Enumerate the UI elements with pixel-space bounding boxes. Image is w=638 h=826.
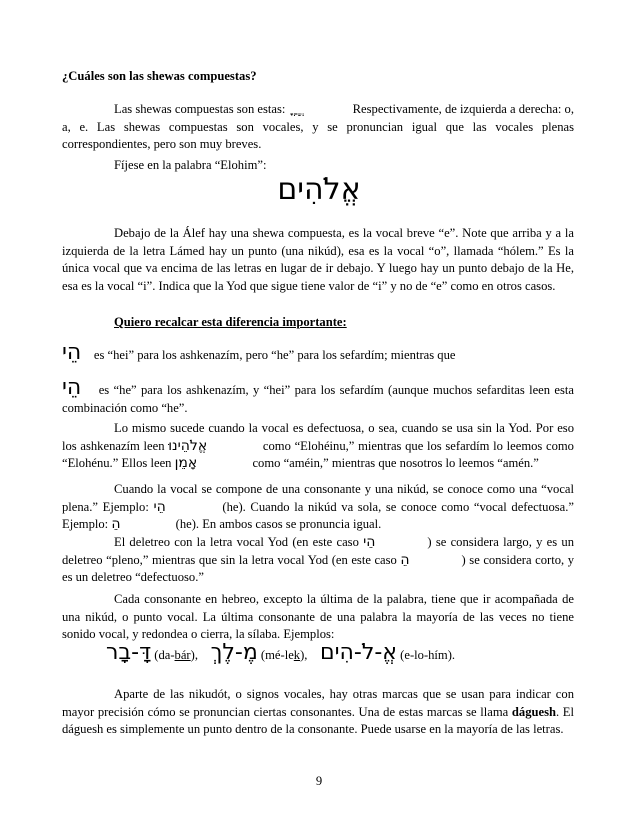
paragraph-text: Cada consonante en hebreo, excepto la última de la palabra, tiene que ir acompañada de una nikúd, o punto vocal. La última consonante de una palabra la mayoría de las veces no tiene sonido vocal, y redondea o cierra, la sílaba. Ejemplos: — [62, 592, 574, 641]
hebrew-shewa-marks: ֱ ֲ ֳ — [288, 101, 298, 117]
hebrew-hei: הֵי — [62, 375, 82, 400]
paragraph-text: como “Elohéinu,” mientras que los sefardím lo leemos como “Elohénu.” Ellos leen — [62, 438, 574, 470]
paragraph-text: Las shewas compuestas son estas: — [114, 102, 289, 116]
paragraph-text: Respectivamente, de izquierda a derecha: o, a, e. Las shewas compuestas son vocales, y se pronuncian igual que las vocales plenas correspondientes, pero son muy breves. — [62, 102, 575, 151]
elohim-word — [0, 172, 638, 208]
example-2-translit: (mé-lek), — [260, 648, 308, 662]
hebrew-amen: אָמֵן — [174, 455, 198, 471]
paragraph-text: como “améin,” mientras que nosotros lo leemos “amén.” — [249, 456, 539, 470]
paragraph-defective — [62, 420, 574, 473]
section-title — [62, 68, 574, 86]
paragraph-text: Debajo de la Álef hay una shewa compuesta, es la vocal breve “e”. Note que arriba y a la izquierda de la letra Lámed hay un punto (una nikúd), esa es la vocal “o”, llamada “hólem.” Es la única vocal que va encima de las letras en lugar de ir debajo. Y luego hay un punto debajo de la He, esa es la vocal “i”. Indica que la Yod que sigue tiene valor de “i” y no de “e” como en otros casos. — [62, 226, 574, 293]
paragraph-text: Lo mismo sucede cuando la vocal es defectuosa, o sea, cuando se usa sin la Yod. Por eso los ashkenazím leen — [62, 421, 574, 453]
examples-line — [62, 640, 574, 665]
hebrew-elohim-syllables: אֱ-לֹ-הִים — [320, 640, 398, 665]
paragraph-daguesh — [62, 686, 574, 739]
hebrew-eloheinu: אֱלֹהֵינוּ — [168, 437, 208, 454]
paragraph-text: (he). Cuando la nikúd va sola, se conoce como “vocal defectuosa.” Ejemplo: — [62, 499, 574, 531]
paragraph-text: es “he” para los ashkenazím, y “hei” para los sefardím (aunque muchos sefarditas leen esta combinación como “he”. — [62, 383, 575, 415]
hebrew-davar: דָּ-בָר — [106, 640, 152, 665]
page-number-text: 9 — [315, 774, 323, 788]
paragraph-shewas — [62, 101, 574, 154]
paragraph-deletreo — [62, 534, 574, 587]
emphasis-heading — [62, 314, 574, 332]
paragraph-text: Cuando la vocal se compone de una consonante y una nikúd, se conoce como una “vocal plena.” Ejemplo: — [62, 482, 574, 514]
hebrew-he: הֵ — [111, 516, 121, 532]
paragraph-vowel-explanation — [62, 225, 574, 295]
paragraph-vocal-plena — [62, 481, 574, 534]
paragraph-text: . El dáguesh es simplemente un punto dentro de la consonante. Puede usarse en la mayoría de las letras. — [62, 704, 574, 736]
paragraph-text: es “hei” para los ashkenazím, pero “he” para los sefardím; mientras que — [93, 348, 456, 362]
paragraph-hei-2 — [62, 375, 575, 417]
term-daguesh: dáguesh — [511, 704, 556, 719]
paragraph-hei-1 — [62, 340, 574, 365]
paragraph-text: Aparte de las nikudót, o signos vocales, hay otras marcas que se usan para indicar con mayor precisión cómo se pronuncian ciertas consonantes. Una de estas marcas se llama — [62, 687, 574, 719]
hebrew-he-yod: הֵי — [153, 498, 166, 515]
paragraph-text: ) se considera largo, y es un deletreo “pleno,” mientras que sin la letra vocal Yod (en este caso — [62, 535, 574, 567]
paragraph-consonants — [62, 591, 574, 644]
paragraph-text: El deletreo con la letra vocal Yod (en este caso — [114, 535, 364, 549]
example-1-translit: (da-bár), — [154, 648, 198, 662]
paragraph-text: Fíjese en la palabra “Elohim”: — [114, 158, 267, 172]
page-number — [0, 774, 638, 789]
hebrew-elohim: אֱלֹהִים — [277, 172, 361, 207]
paragraph-text: (he). En ambos casos se pronuncia igual. — [172, 517, 382, 531]
hebrew-melekh: מֶ-לֶךְ — [210, 640, 258, 665]
emphasis-heading-text: Quiero recalcar esta diferencia importante: — [114, 315, 347, 329]
example-3-translit: (e-lo-hím). — [400, 648, 456, 662]
hebrew-hei: הֵי — [62, 340, 82, 365]
hebrew-he: הֵ — [400, 551, 410, 568]
section-title-text: ¿Cuáles son las shewas compuestas? — [62, 69, 257, 83]
hebrew-he-yod: הֵי — [363, 534, 376, 550]
paragraph-text: ) se considera corto, y es un deletreo “defectuoso.” — [62, 552, 574, 584]
